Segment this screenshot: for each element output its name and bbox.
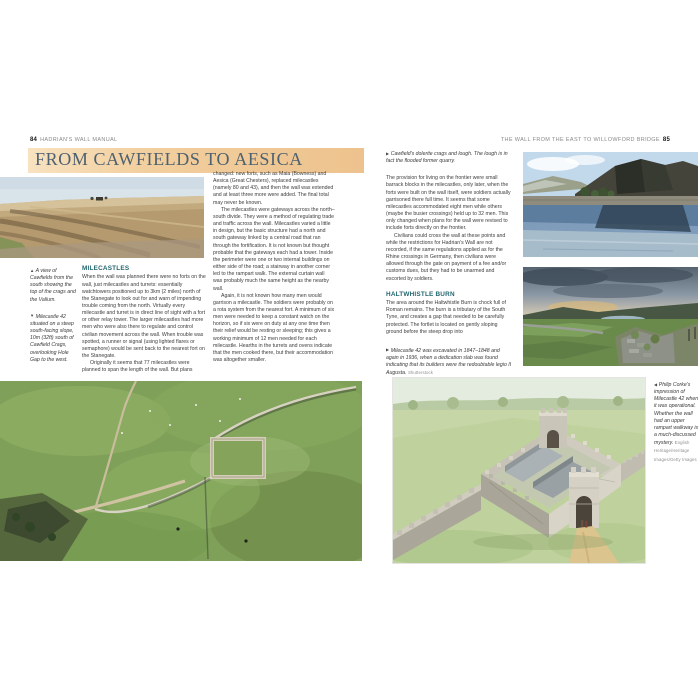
caption-philip-corke: [654, 381, 700, 464]
left-caption-column: [30, 267, 78, 364]
caption-text: Milecastle 42 was excavated in 1847–1848 and again in 1936, when a dedication slab was found indicating that its builders were the redoubtable legio II Augusta.: [386, 347, 512, 377]
paragraph: Civilians could cross the wall at these points and while the restrictions for Hadrian's Wall are not recorded, if the same regulations applied as for the Rhine crossings in Germany, then civilians were allowed through the gate on payment of a fee and/or customs dues, but they had to be unarmed and escorted by soldiers.: [386, 232, 507, 282]
running-header-left-text: HADRIAN'S WALL MANUAL: [40, 137, 118, 143]
running-header-left: [30, 137, 117, 143]
milecastle-42-illustration: [393, 378, 645, 563]
paragraph: When the wall was planned there were no forts on the wall, just milecastles and turrets: essentially watchtowers positioned up to 3km (2 miles) north of the Stanegate to look out for and warn of impending trouble coming from the north. Virtually every milecastle and turret is in direct line of sight with a fort or other relay tower. The larger milecastles had more men who were also there to regulate and control civilian movement across the wall. When trouble was spotted, a runner or signal (using lighted flares or semaphore) would be sent back to the nearest fort on the Stanegate.: [82, 274, 206, 360]
cawfield-lough-photo: [523, 152, 698, 257]
paragraph: The milecastles were gateways across the north–south divide. They were a method of regulating trade and traffic across the wall. Milecastles varied a little in design, but the basic structure had a north and south gateway linked by a central road that ran through the fortification. It is not known but thought probable that the gateways each had a tower. Inside the perimeter were one or two internal buildings on either side of the road; a stairway in another corner led to the rampart walk. The external curtain wall was probably much the same height as the nearby wall.: [213, 206, 335, 292]
milecastles-column-1: [82, 265, 206, 375]
cawfield-lough-image: [523, 152, 698, 257]
caption-milecastle-aerial: [30, 313, 78, 364]
paragraph: changed: new forts, such as Maia (Bowness) and Aesica (Great Chesters), replaced milecastles (namely 80 and 43), and then the wall was extended and at least three more were added. The final total may never be known.: [213, 171, 334, 206]
caption-text: Milecastle 42 situated on a steep south-facing slope, 10m (32ft) south of Cawfield Crags, overlooking Hole Gap to the west.: [30, 313, 74, 363]
page-number-left: 84: [30, 137, 38, 143]
cawfields-view-photo: [0, 177, 204, 258]
milecastle-42-aerial-photo: [0, 381, 362, 561]
right-text-column: [386, 150, 512, 377]
paragraph: Again, it is not known how many men would garrison a milecastle. The soldiers were probably on a rota system from the nearest fort. A minimum of six men were needed to keep a constant watch on the horizon, so if six were on duty at any one time then their relief would be resting or sleeping; this gives a working minimum of 12 men needed for each milecastle. Hearths in the turrets and ovens indicate that the men cooked there, but their accommodation was altogether smaller.: [213, 292, 335, 364]
right-triangle-marker: ▶: [386, 150, 390, 156]
running-header-right-text: THE WALL FROM THE EAST TO WILLOWFORD BRIDGE: [500, 137, 660, 143]
milecastle-42-aerial-image: [0, 381, 362, 561]
caption-cawfields-view: [30, 267, 78, 304]
page-number-right: 85: [662, 137, 670, 143]
milecastles-column-2: [213, 171, 335, 364]
up-triangle-marker: ▲: [30, 267, 35, 273]
section-title-banner: [28, 148, 364, 173]
haltwhistle-burn-heading: HALTWHISTLE BURN: [386, 290, 455, 298]
paragraph: Originally it seems that 77 milecastles were planned to span the length of the wall. But plans: [82, 360, 193, 374]
caption-lough: [386, 150, 512, 165]
illustration-caption-column: [654, 381, 700, 464]
paragraph: The provision for living on the frontier were small barrack blocks in the milecastles, only later, when the forts were built on the wall itself, were soldiers actually garrisoned there full time. It seems that some milecastles accommodated eight men while others (maybe the busier crossings) held up to 32 men. This only changed when plans for the wall were revised to include forts directly on the frontier.: [386, 175, 511, 232]
cawfields-view-image: [0, 177, 204, 258]
section-title: FROM CAWFIELDS TO AESICA: [35, 149, 303, 169]
milecastle-42-illustration-image: [393, 378, 645, 563]
running-header-right: [501, 137, 670, 143]
right-triangle-marker: ▶: [386, 347, 390, 353]
caption-text: Philip Corke's impression of Milecastle 42 when it was operational. Whether the wall had an upper rampart walkway is a much-discussed mystery.: [654, 382, 699, 447]
hadrians-wall-landscape-image: [523, 267, 698, 366]
caption-text: A view of Cawfields from the south showing the top of the crags and the Vallum.: [30, 268, 76, 303]
caption-text: Cawfield's dolerite crags and lough. The lough is in fact the flooded former quarry.: [386, 151, 508, 165]
hadrians-wall-landscape-photo: [523, 267, 698, 366]
caption-milecastle-42-excavated: [386, 347, 512, 378]
down-triangle-marker: ▼: [30, 313, 35, 319]
photo-credit: Shutterstock: [407, 370, 434, 376]
photo-credit: English Heritage/Heritage Images/Getty Images: [654, 440, 697, 462]
paragraph: The area around the Haltwhistle Burn is chock full of Roman remains. The burn is a tributary of the South Tyne, and creates a gap that needed to be carefully protected. The fortlet is located on gently sloping ground before the steep drop into: [386, 300, 506, 335]
milecastles-heading: MILECASTLES: [82, 265, 130, 272]
left-triangle-marker: ◀: [654, 381, 658, 387]
